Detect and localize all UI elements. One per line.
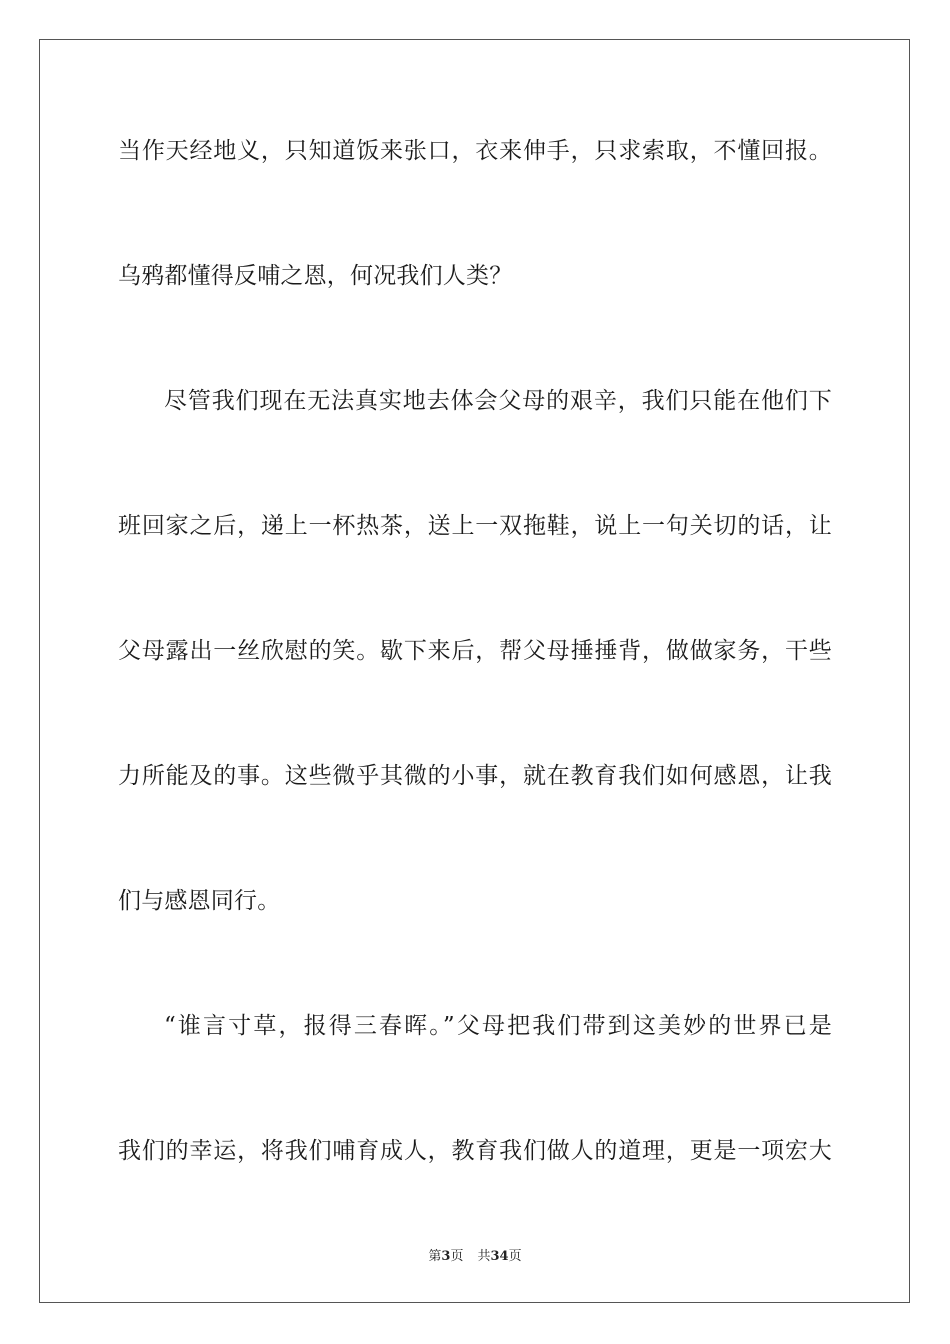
text-line-2: 乌鸦都懂得反哺之恩，何况我们人类？ <box>118 263 513 289</box>
text-line-4: 班回家之后，递上一杯热茶，送上一双拖鞋，说上一句关切的话，让 <box>118 513 832 539</box>
total-suffix: 页 <box>508 1249 522 1264</box>
text-line-3: 尽管我们现在无法真实地去体会父母的艰辛，我们只能在他们下 <box>164 388 832 414</box>
text-line-5: 父母露出一丝欣慰的笑。歇下来后，帮父母捶捶背，做做家务，干些 <box>118 638 832 664</box>
text-line-7: 们与感恩同行。 <box>118 888 281 914</box>
total-pages: 34 <box>490 1249 509 1264</box>
page-border <box>39 39 910 1303</box>
text-line-9: 我们的幸运，将我们哺育成人，教育我们做人的道理，更是一项宏大 <box>118 1138 832 1164</box>
text-line-8: “谁言寸草，报得三春晖。”父母把我们带到这美妙的世界已是 <box>164 1013 832 1039</box>
page-number: 3 <box>441 1249 451 1264</box>
page-footer <box>0 1248 950 1266</box>
total-prefix: 共 <box>477 1249 491 1264</box>
text-line-6: 力所能及的事。这些微乎其微的小事，就在教育我们如何感恩，让我 <box>118 763 832 789</box>
text-line-1: 当作天经地义，只知道饭来张口，衣来伸手，只求索取，不懂回报。 <box>118 138 832 164</box>
page-prefix: 第 <box>428 1249 442 1264</box>
page-suffix: 页 <box>450 1249 464 1264</box>
